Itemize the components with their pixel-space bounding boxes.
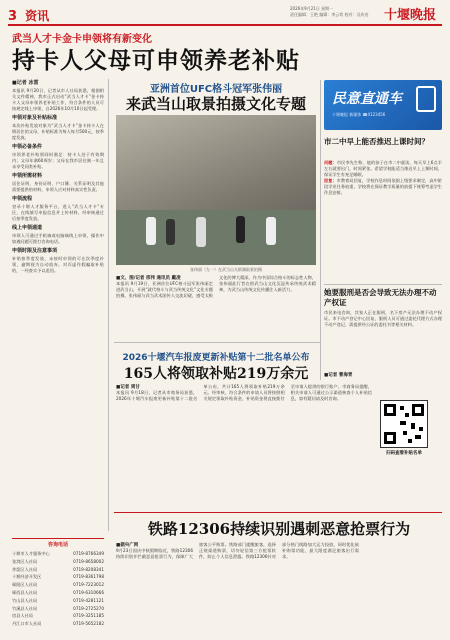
column-divider — [108, 79, 109, 531]
contact-row — [12, 550, 104, 558]
article1-col1 — [12, 79, 104, 529]
article3-sub: 165人将领取补贴219万余元 — [123, 366, 309, 382]
contact-row — [12, 558, 104, 566]
contacts-list — [12, 550, 104, 628]
article1-body-6: 申领人可通过手机端或电脑端线上申领，操作中如遇问题可拨打咨询电话。 — [12, 233, 104, 244]
contact-name: 房县人社局 — [12, 613, 33, 619]
qa-question: 市民李先生称，他的孩子在市二中就读，每天早上6点半左右就要出门，时间紧张。希望学校能适当推迟早上上课时间，保证学生有充足睡眠。 — [324, 160, 442, 177]
article2-photo-credit: 张伟丽（左一）在武当山太极湖取景拍摄 — [190, 267, 262, 272]
header-date: 2026年9月21日 星期一 — [290, 6, 334, 11]
contact-phone[interactable]: 0719-6310666 — [73, 589, 104, 595]
qa-divider — [324, 284, 442, 285]
contact-phone[interactable]: 0719-5652182 — [73, 621, 104, 627]
section-name: 资讯 — [25, 9, 50, 23]
qa2-body: 市民来电咨询，其家人正在服刑，名下房产无法办理不动产权证。市不动产登记中心回复，服刑人员可通过委托代理方式办理不动产登记，需提供经公证的委托书等相关材料。 — [324, 310, 442, 327]
contact-name: 竹溪县人社局 — [12, 605, 38, 611]
header-meta — [290, 6, 380, 18]
qr-label: 扫码查看补贴名单 — [386, 451, 422, 456]
article3-body-block — [116, 384, 372, 504]
contacts-title: 咨询电话 — [47, 542, 68, 548]
promo-title: 民意直通车 — [332, 91, 402, 107]
qa-answer: 市教育局回复，学校作息时间依据上级要求制定，高中阶段学业任务较重，学校将在保证教学质量的前提下统筹考虑学生作息安排。 — [324, 178, 442, 195]
contact-row — [12, 605, 104, 613]
right-column-divider — [320, 80, 321, 380]
article1-kicker: 武当人才卡金卡申领将有新变化 — [12, 34, 152, 45]
article1-sub1: 申领对象及补贴标准 — [12, 115, 58, 121]
contact-row — [12, 589, 104, 597]
contact-name: 郧阳区人社局 — [12, 582, 38, 588]
qr-code[interactable] — [380, 400, 428, 448]
article1-headline: 持卡人父母可申领养老补贴 — [12, 47, 300, 74]
header-rule — [8, 24, 442, 26]
contact-phone[interactable]: 0719-8361798 — [73, 574, 104, 580]
contact-phone[interactable]: 0719-2725270 — [73, 605, 104, 611]
article1-body-2: 本次补贴发放对象为“武当人才卡”金卡持卡人在堰居住的父母，补贴标准为每人每月500元，按季度发放。 — [12, 123, 104, 140]
article1-sub6: 申领时限及注意事项 — [12, 248, 58, 254]
header-editors: 责任编辑：王艳 编辑：李云莺 校对：冯庆亮 — [290, 12, 369, 17]
contact-phone[interactable]: 0719-8208341 — [73, 566, 104, 572]
article1-body-4: 居住证明、身份证明、户口簿、关系证明及其他需要提供的材料，申领人应对材料真实性负责。 — [12, 181, 104, 192]
promo-banner[interactable] — [324, 80, 442, 130]
contact-phone[interactable]: 0719-8766349 — [73, 551, 104, 556]
qa-a-label: 回复： — [324, 178, 337, 183]
qa2-title: 她要服刑是否会导致无法办理不动产权证 — [324, 288, 437, 307]
page-header — [8, 5, 49, 24]
contact-phone[interactable]: 0719-3251185 — [73, 613, 104, 619]
article2-headline: 来武当山取景拍摄文化专题 — [125, 95, 306, 113]
contact-row — [12, 597, 104, 605]
article1-sub4: 申领流程 — [12, 196, 33, 202]
article1-body-5: 登录十堰人才服务平台，进入“武当人才卡”专区，在线填写申报信息并上传材料，经审核通过后按季度发放。 — [12, 204, 104, 221]
article1-sub2: 申领必备条件 — [12, 144, 43, 150]
contact-row — [12, 620, 104, 628]
article2-body-block — [116, 275, 316, 337]
article3-body: 本报讯 9月18日，记者从市商务局获悉，2026年十堰汽车报废更新补贴第十二批名单公布，共计165人将领取补贴219万余元。经审核，符合条件的申请人员将按照相关规定领取补贴资金，补贴资金将直接拨付至申请人提供的银行账户。市商务局提醒，相关申请人可通过公示渠道核查个人补贴信息，如有疑问请及时咨询。 — [116, 384, 372, 401]
article1-body-1: 本报讯 9月20日，记者从市人社局获悉，根据相关文件精神，我市正式启动“武当人才卡”金卡持卡人父母申领养老补贴工作，符合条件的人员可按规定线上申领，自2026年10月10日起受理。 — [12, 88, 104, 111]
article1-sub3: 申领所需材料 — [12, 173, 43, 179]
article2-photo — [116, 115, 316, 265]
contact-name: 十堰市人才服务中心 — [12, 551, 50, 556]
contacts-box — [12, 538, 104, 635]
article4-body-block — [116, 542, 442, 634]
article3-top-rule — [114, 342, 320, 343]
contact-row — [12, 566, 104, 574]
contact-row — [12, 612, 104, 620]
qa-body — [324, 160, 442, 280]
article1-body-7: 补贴按季度发放，未按时申领的可在次季度补领，逾期视为自动放弃。对弄虚作假骗取补贴的，一经查实予以追回。 — [12, 256, 104, 273]
contact-phone[interactable]: 0719-4281121 — [73, 597, 104, 603]
phone-icon — [416, 86, 436, 112]
article4-top-rule — [114, 512, 442, 513]
article2-kicker: 亚洲首位UFC格斗冠军张伟丽 — [149, 84, 283, 95]
qa-q-label: 问题： — [324, 160, 337, 165]
article2-body: 本报讯 9月19日，亚洲首位UFC格斗冠军张伟丽走进武当山，开展“就代格斗与武当传统文化”文化专题拍摄。张伟丽与武当武术团传人交流切磋，感受太极文化的博大精深。作为中国综合格斗的标志性人物，张伟丽此行旨在借武当山文化沉淀传承传统武术精神，为武当山传统文化传播注入新活力。 — [116, 275, 316, 298]
article4-body: 9月23日国庆中秋假期临近，铁路12306持续识别并拦截恶意抢票行为，保障广大旅客公平购票。铁路部门提醒旅客，选择正规渠道购票，切勿轻信第三方抢票软件，防止个人信息泄露。铁路12306针对部分热门线路加大运力投放，同时优化候补购票功能，最大限度满足旅客出行需求。 — [116, 542, 359, 559]
article4-headline: 铁路12306持续识别遇刺恶意抢票行为 — [147, 520, 411, 538]
contact-name: 竹山县人社局 — [12, 597, 38, 603]
contact-name: 张湾区人社局 — [12, 558, 38, 564]
qa-title: 市二中早上能否推迟上课时间？ — [324, 137, 429, 146]
contact-name: 十堰经济开发区 — [12, 574, 42, 580]
contact-name: 郧西县人社局 — [12, 589, 38, 595]
article1-sub5: 线上申领通道 — [12, 225, 43, 231]
article4-byline: ■据央广网 — [116, 543, 139, 548]
contact-row — [12, 573, 104, 581]
promo-subtitle: 十堰晚报 新媒体 ☎4123456 — [332, 112, 386, 117]
qr-code-icon — [381, 401, 427, 447]
masthead-logo: 十堰晚报 — [384, 8, 437, 23]
qa2-byline: ■记者 曹海青 — [324, 373, 353, 378]
contact-row — [12, 581, 104, 589]
contact-phone[interactable]: 0719-7223012 — [73, 582, 104, 588]
contact-name: 茅箭区人社局 — [12, 566, 38, 572]
article2-byline: ■文、图/记者 邢伟 通讯员 戴凌 — [116, 276, 181, 281]
contact-phone[interactable]: 0719-8658002 — [73, 558, 104, 564]
article1-byline: ■记者 冰雷 — [12, 80, 39, 86]
page-number: 3 — [8, 9, 18, 24]
article1-body-3: 申领养老补贴须同时满足：持卡人处于有效期内；父母年满60周岁；父母在我市居住满一年且未享受同类补贴。 — [12, 152, 104, 169]
article3-byline: ■记者 周甘 — [116, 385, 140, 390]
article3-headline: 2026十堰汽车报废更新补贴第十二批名单公布 — [122, 353, 310, 363]
contact-name: 丹江口市人社局 — [12, 621, 42, 627]
